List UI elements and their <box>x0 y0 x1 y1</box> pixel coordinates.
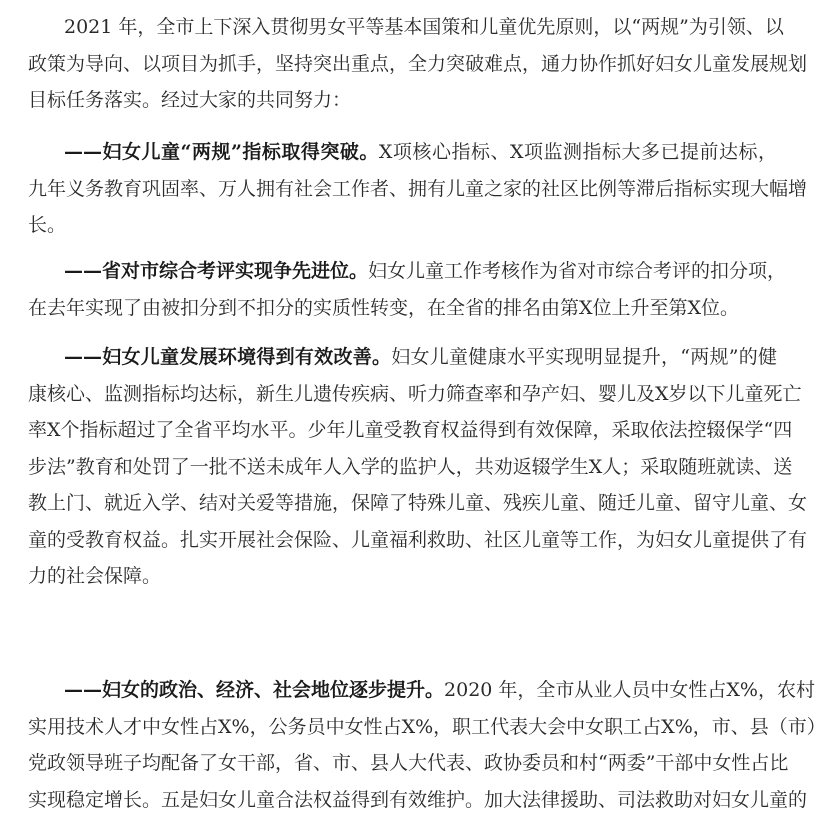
text-line: 实用技术人才中女性占X%，公务员中女性占X%，职工代表大会中女职工占X%，市、县（市） <box>28 709 777 746</box>
text-line: 目标任务落实。经过大家的共同努力： <box>28 82 777 119</box>
paragraph-heading: ——妇女儿童“两规”指标取得突破。 <box>64 141 379 163</box>
text-line: 政策为导向、以项目为抓手，坚持突出重点，全力突破难点，通力协作抓好妇女儿童发展规划 <box>28 46 777 83</box>
text-line: 康核心、监测指标均达标，新生儿遗传疾病、听力筛查率和孕产妇、婴儿及X岁以下儿童死亡 <box>28 376 777 413</box>
text-span: 2020 年，全市从业人员中女性占X%，农村 <box>444 679 815 701</box>
text-span: X项核心指标、X项监测指标大多已提前达标， <box>379 141 777 163</box>
paragraph-status <box>28 672 777 818</box>
paragraph-evaluation <box>28 253 777 326</box>
text-line <box>28 672 777 709</box>
text-line <box>28 134 777 171</box>
paragraph-indicators <box>28 134 777 244</box>
text-line: 率X个指标超过了全省平均水平。少年儿童受教育权益得到有效保障，采取依法控辍保学“四 <box>28 412 777 449</box>
text-line: 教上门、就近入学、结对关爱等措施，保障了特殊儿童、残疾儿童、随迁儿童、留守儿童、女 <box>28 485 777 522</box>
text-line: 九年义务教育巩固率、万人拥有社会工作者、拥有儿童之家的社区比例等滞后指标实现大幅增 <box>28 171 777 208</box>
text-line: 力的社会保障。 <box>28 558 777 595</box>
paragraph-heading: ——省对市综合考评实现争先进位。 <box>64 260 368 282</box>
text-line <box>28 253 777 290</box>
paragraph-environment <box>28 339 777 595</box>
text-line: 步法”教育和处罚了一批不送未成年人入学的监护人，共劝返辍学生X人；采取随班就读、送 <box>28 449 777 486</box>
text-span: 妇女儿童健康水平实现明显提升，“两规”的健 <box>391 346 777 368</box>
text-line: 实现稳定增长。五是妇女儿童合法权益得到有效维护。加大法律援助、司法救助对妇女儿童的 <box>28 782 777 818</box>
text-line: 长。 <box>28 207 777 244</box>
paragraph-heading: ——妇女的政治、经济、社会地位逐步提升。 <box>64 679 444 701</box>
paragraph-heading: ——妇女儿童发展环境得到有效改善。 <box>64 346 391 368</box>
text-line: 在去年实现了由被扣分到不扣分的实质性转变，在全省的排名由第X位上升至第X位。 <box>28 290 777 327</box>
text-line <box>28 339 777 376</box>
text-line: 党政领导班子均配备了女干部，省、市、县人大代表、政协委员和村“两委”干部中女性占比 <box>28 745 777 782</box>
text-line: 童的受教育权益。扎实开展社会保险、儿童福利救助、社区儿童等工作，为妇女儿童提供了有 <box>28 522 777 559</box>
paragraph-intro <box>28 9 777 119</box>
text-span: 妇女儿童工作考核作为省对市综合考评的扣分项， <box>368 260 786 282</box>
text-line: 2021 年，全市上下深入贯彻男女平等基本国策和儿童优先原则，以“两规”为引领、以 <box>28 9 777 46</box>
